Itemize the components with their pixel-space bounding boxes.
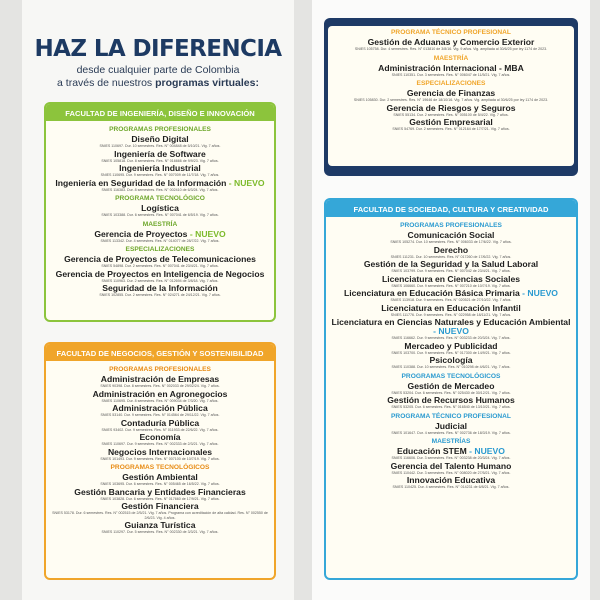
faculty-heading: FACULTAD DE NEGOCIOS, GESTIÓN Y SOSTENIBILIDAD	[46, 344, 274, 361]
program-name	[329, 396, 573, 405]
program-name	[329, 422, 573, 431]
program-detail: SNIES 54769. Dur. 2 semestres. Res. N° 012164 de 17/7/21. Vig. 7 años.	[392, 127, 510, 132]
program-name	[329, 289, 573, 298]
program-title: Mercadeo y Publicidad	[404, 340, 498, 351]
hero-title: HAZ LA DIFERENCIA	[34, 36, 282, 62]
program-detail: SNIES 116662. Dur. 9 semestres. Res. N° 003233 de 20/3/24. Vig. 7 años.	[391, 336, 511, 341]
program-detail: SNIES 53204. Dur. 6 semestres. Res. N° 025430 de 30/12/21. Vig. 7 años.	[391, 390, 511, 395]
program-new-badge: NUEVO	[234, 177, 265, 188]
program-detail: SNIES 116606. Dur. 3 semestres. Res. N° 003238 de 20/3/24. Vig. 7 años.	[391, 456, 511, 461]
program-name	[49, 164, 271, 173]
program-title: Licenciatura en Ciencias Sociales	[381, 273, 521, 284]
program-detail: SNIES 101493. Dur. 9 semestres. Res. N° 007100 de 10/7/19. Vig. 7 años.	[100, 456, 220, 461]
program-detail: SNIES 105758. Dur. 4 semestres. Res. N° 013810 de 3/8/16. Vig. 9 años. Vig. ampliada al 30/6/25 por ley 1174 de 2023.	[354, 47, 548, 52]
program-title: Gestión de Aduanas y Comercio Exterior	[367, 37, 535, 47]
faculty-body	[46, 361, 274, 536]
program-detail: SNIES 103388. Dur. 6 semestres. Res. N° 007041 de 6/5/19. Vig. 7 años.	[101, 213, 219, 218]
program-title: Gerencia de Proyectos de Telecomunicaciones	[64, 254, 256, 264]
program-name	[329, 462, 573, 471]
program-new-separator: -	[226, 177, 235, 188]
program-name	[329, 304, 573, 313]
program-title: Ingeniería de Software	[114, 148, 206, 159]
program-name	[49, 150, 271, 159]
category-heading: MAESTRÍAS	[431, 438, 471, 446]
program-title: Gestión de la Seguridad y la Salud Laboral	[363, 259, 539, 269]
program-title: Gerencia de Finanzas	[406, 88, 496, 98]
program-detail: SNIES 110697. Dur. 9 semestres. Res. N° 002333 de 2/3/21. Vig. 7 años.	[101, 442, 219, 447]
program-name	[49, 433, 271, 442]
program-detail: SNIES 110388. Dur. 10 semestres. Res. N° 010298 de 4/6/21. Vig. 7 años.	[391, 365, 511, 370]
program-new-separator: -	[466, 446, 475, 457]
program-detail: SNIES 103695. Dur. 6 semestres. Res. N° 005465 de 16/5/22. Vig. 7 años.	[100, 482, 220, 487]
program-title: Negocios Internacionales	[107, 446, 213, 457]
program-title: Contaduría Pública	[120, 417, 200, 428]
hero-subtitle	[22, 64, 294, 89]
faculty-heading: FACULTAD DE SOCIEDAD, CULTURA Y CREATIVIDAD	[326, 200, 576, 217]
program-detail: SNIES 110695. Dur. 8 semestres. Res. N° 009034 de 7/3/20. Vig. 7 años.	[101, 398, 219, 403]
program-name	[49, 284, 271, 293]
program-detail: SNIES 116383. Dur. 8 semestres. Res. N° 002410 de 6/3/24. Vig. 7 años.	[101, 187, 219, 192]
program-detail: SNIES 103828. Dur. 6 semestres. Res. N° 017660 de 17/9/21. Vig. 7 años.	[100, 496, 220, 501]
program-detail: SNIES 111776. Dur. 9 semestres. Res. N° 022958 de 18/11/21. Vig. 7 años.	[390, 312, 512, 317]
program-name	[329, 447, 573, 456]
program-title: Administración en Agronegocios	[92, 388, 228, 399]
category-heading: PROGRAMA TECNOLÓGICO	[115, 195, 205, 202]
program-title: Gerencia del Talento Humano	[390, 460, 512, 471]
hero	[22, 36, 294, 89]
program-title: Gestión Bancaria y Entidades Financieras	[74, 486, 246, 497]
program-title: Seguridad de la Información	[102, 283, 218, 293]
program-title: Derecho	[433, 244, 469, 255]
program-detail: SNIES 113342. Dur. 4 semestres. Res. N° 014077 de 28/7/22. Vig. 7 años.	[100, 238, 220, 243]
program-title: Gestión de Recursos Humanos	[387, 395, 515, 406]
program-detail: SNIES 54898. Dur. 2 semestres. Res. N° 007041 de 23/4/21. Vig. 7 años.	[101, 264, 219, 269]
program-name	[49, 419, 271, 428]
program-name	[49, 521, 271, 530]
program-title: Guianza Turística	[124, 519, 196, 530]
faculty-card-engineering	[44, 102, 276, 322]
program-detail: SNIES 106660. Dur. 9 semestres. Res. N° 007210 de 10/7/19. Vig. 7 años.	[391, 283, 511, 288]
program-name	[49, 390, 271, 399]
program-name	[329, 260, 573, 269]
program-detail: SNIES 110297. Dur. 5 semestres. Res. N° 002330 de 3/3/21. Vig. 7 años.	[101, 530, 219, 534]
program-name	[49, 502, 271, 511]
program-title: Educación STEM	[397, 446, 467, 457]
program-title: Gestión Ambiental	[122, 472, 198, 482]
category-heading: PROGRAMA TÉCNICO PROFESIONAL	[391, 412, 511, 420]
program-title: Licenciatura en Educación Infantil	[381, 302, 521, 313]
category-heading: PROGRAMAS PROFESIONALES	[109, 126, 211, 133]
program-title: Diseño Digital	[131, 134, 189, 144]
program-detail: SNIES 110442. Dur. 3 semestres. Res. N° 008020 de 27/5/21. Vig. 7 años.	[391, 470, 511, 475]
program-name	[329, 275, 573, 284]
program-detail: SNIES 105274. Dur. 10 semestres. Res. N° 006033 de 17/6/22. Vig. 7 años.	[390, 240, 512, 245]
program-name	[329, 382, 573, 391]
program-name	[331, 118, 571, 127]
hero-line1: desde cualquier parte de Colombia	[76, 64, 240, 76]
program-name	[49, 255, 271, 264]
program-detail: SNIES 110963. Dur. 2 semestres. Res. N° 012694 de 3/8/18. Vig. 7 años.	[101, 278, 219, 283]
program-title: Psicología	[429, 355, 473, 366]
category-heading: ESPECIALIZACIONES	[416, 80, 486, 87]
program-name	[49, 179, 271, 188]
faculty-heading: FACULTAD DE INGENIERÍA, DISEÑO E INNOVACIÓN	[46, 104, 274, 121]
program-name	[329, 231, 573, 240]
faculty-body	[326, 217, 576, 492]
program-name	[329, 318, 573, 336]
program-title: Ingeniería en Seguridad de la Información	[55, 177, 227, 188]
faculty-card-society	[324, 198, 578, 580]
program-title: Administración Internacional - MBA	[378, 62, 524, 73]
program-title: Gerencia de Proyectos	[94, 228, 188, 239]
category-heading: MAESTRÍA	[142, 220, 178, 228]
program-name	[329, 246, 573, 255]
program-name	[49, 135, 271, 144]
faculty-body	[46, 121, 274, 300]
program-detail: SNIES 93402. Dur. 9 semestres. Res. N° 011933 de 22/6/22. Vig. 7 años.	[101, 427, 219, 432]
category-heading: PROGRAMAS PROFESIONALES	[109, 366, 211, 373]
program-title: Logística	[141, 203, 179, 213]
program-detail: SNIES 102855. Dur. 2 semestres. Res. N° 024271 de 24/12/21. Vig. 7 años.	[99, 293, 221, 298]
program-detail: SNIES 103700. Dur. 9 semestres. Res. N° 017300 de 14/9/21. Vig. 7 años.	[391, 350, 511, 355]
program-title: Judicial	[435, 420, 467, 431]
category-heading: ESPECIALIZACIONES	[125, 246, 195, 253]
program-name	[331, 89, 571, 98]
program-title: Economía	[139, 432, 181, 442]
category-heading: PROGRAMAS TECNOLÓGICOS	[110, 464, 210, 471]
program-name	[49, 230, 271, 239]
program-title: Gestión de Mercadeo	[407, 380, 495, 391]
program-detail: SNIES 53178. Dur. 6 semestres. Res. N° 002515 de 2/5/21. Vig. 7 años. Programa con acreditación de alta calidad. Res. N° 002550 de 2/6/23. Vig. 4 años.	[52, 511, 268, 520]
category-heading: PROGRAMAS PROFESIONALES	[400, 222, 502, 229]
program-detail: SNIES 110351. Dur. 3 semestres. Res. N° 006047 de 11/5/21. Vig. 7 años.	[391, 72, 511, 77]
category-heading: PROGRAMA TÉCNICO PROFESIONAL	[391, 29, 511, 36]
category-heading: MAESTRÍA	[433, 54, 469, 62]
program-title: Gestión Financiera	[121, 501, 199, 511]
program-detail: SNIES 105818. Dur. 8 semestres. Res. N° 016666 de 9/9/23. Vig. 7 años.	[101, 158, 219, 163]
program-new-separator: -	[187, 228, 196, 239]
program-name	[331, 38, 571, 47]
program-name	[331, 64, 571, 73]
program-name	[329, 342, 573, 351]
program-title: Licenciatura en Ciencias Naturales y Educación Ambiental	[331, 317, 571, 327]
program-new-badge: NUEVO	[195, 228, 226, 239]
faculty-card-business-continued	[324, 18, 578, 176]
program-detail: SNIES 110425. Dur. 4 semestres. Res. N° 014231 de 6/8/21. Vig. 7 años.	[392, 485, 510, 490]
program-name	[329, 476, 573, 485]
program-new-separator: -	[433, 326, 439, 337]
program-name	[49, 404, 271, 413]
program-title: Innovación Educativa	[406, 475, 496, 486]
program-new-badge: NUEVO	[474, 446, 505, 457]
program-name	[49, 375, 271, 384]
program-detail: SNIES 55134. Dur. 2 semestres. Res. N° 005100 de 5/4/22. Vig. 7 años.	[393, 112, 509, 117]
program-detail: SNIES 90398. Dur. 8 semestres. Res. N° 002033 de 29/02/24. Vig. 7 años.	[100, 384, 220, 389]
program-name	[49, 488, 271, 497]
program-detail: SNIES 101647. Dur. 4 semestres. Res. N° 002736 de 18/3/19. Vig. 7 años.	[391, 430, 511, 435]
faculty-body	[328, 26, 574, 166]
program-detail: SNIES 110695. Dur. 9 semestres. Res. N° 007009 de 11/7/18. Vig. 7 años.	[100, 173, 220, 178]
program-title: Administración de Empresas	[100, 374, 220, 384]
program-name	[49, 270, 271, 279]
program-detail: SNIES 110697. Dur. 10 semestres. Res. N° 004848 de 5/10/21. Vig. 7 años.	[99, 144, 221, 149]
program-name	[331, 104, 571, 113]
program-detail: SNIES 53205. Dur. 6 semestres. Res. N° 016540 de 13/10/21. Vig. 7 años.	[391, 405, 511, 410]
program-detail: SNIES 111231. Dur. 10 semestres. Res. N° 017260 de 17/6/22. Vig. 7 años.	[390, 254, 512, 259]
program-name	[49, 204, 271, 213]
program-detail: SNIES 113918. Dur. 9 semestres. Res. N° 020521 de 27/10/22. Vig. 7 años.	[390, 298, 512, 303]
program-detail: SNIES 103799. Dur. 9 semestres. Res. N° 007042 de 23/4/21. Vig. 7 años.	[391, 269, 511, 274]
program-name	[49, 473, 271, 482]
program-title: Gerencia de Proyectos en Inteligencia de Negocios	[55, 268, 265, 279]
category-heading: PROGRAMAS TECNOLÓGICOS	[401, 372, 501, 380]
program-title: Gestión Empresarial	[409, 117, 493, 127]
program-title: Ingeniería Industrial	[119, 163, 201, 173]
program-detail: SNIES 53140. Dur. 9 semestres. Res. N° 014564 de 29/11/22. Vig. 7 años.	[100, 413, 220, 418]
program-title: Administración Pública	[112, 403, 208, 413]
program-name	[329, 356, 573, 365]
program-detail: SNIES 105830. Dur. 2 semestres. Res. N° 19646 de 18/10/16. Vig. 7 años. Vig. ampliada al 30/6/25 por ley 1174 de 2023.	[353, 98, 549, 103]
faculty-card-business	[44, 342, 276, 580]
program-new-badge: NUEVO	[438, 326, 469, 337]
program-title: Comunicación Social	[407, 230, 495, 240]
hero-line2-prefix: a través de nuestros	[57, 76, 153, 89]
program-name	[49, 448, 271, 457]
program-title: Gerencia de Riesgos y Seguros	[386, 102, 516, 113]
program-new-badge: NUEVO	[527, 288, 558, 298]
hero-line2-bold: programas virtuales:	[155, 76, 259, 89]
program-new-separator: -	[519, 288, 528, 298]
program-title: Licenciatura en Educación Básica Primaria	[344, 288, 520, 298]
